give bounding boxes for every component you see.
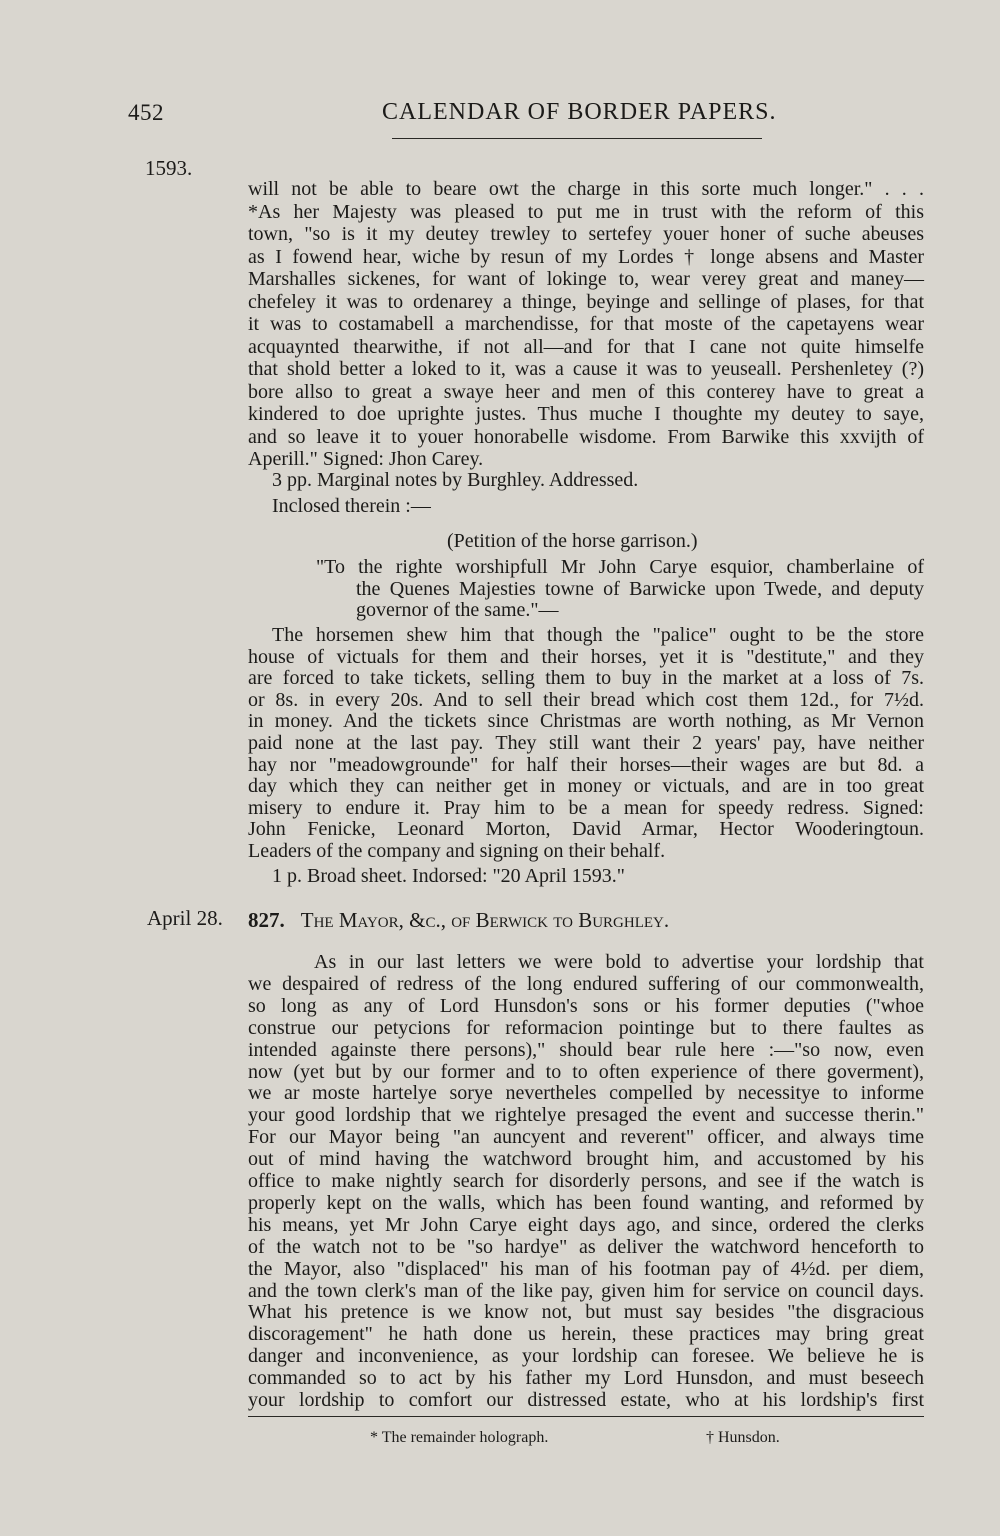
letter-line: and so leave it to youer honorabelle wisdome. From Barwike this xxvijth of bbox=[248, 425, 924, 448]
letter-line: bore allso to great a swaye heer and men of this conterey have to great a bbox=[248, 380, 924, 403]
entry-title: The Mayor, &c., of Berwick to Burghley. bbox=[300, 908, 670, 932]
petition-heading: (Petition of the horse garrison.) bbox=[447, 530, 698, 552]
entry-line: intended againste there persons)," should bear rule here :—"so now, even bbox=[248, 1038, 924, 1061]
letter-line: it was to costamabell a marchendisse, for that moste of the capetayens wear bbox=[248, 313, 924, 335]
entry-line: the Mayor, also "displaced" his man of his footman pay of 4½d. per diem, bbox=[248, 1257, 924, 1280]
letter-line: town, "so is it my deutey trewley to sertefey youer honer of suche abeuses bbox=[248, 223, 924, 245]
letter-line: that shold better a loked to it, was a cause it was to yeuseall. Pershenletey (?) bbox=[248, 358, 924, 380]
entry-line: so long as any of Lord Hunsdon's sons or his former deputies ("whoe bbox=[248, 994, 924, 1017]
letter-line: *As her Majesty was pleased to put me in trust with the reform of this bbox=[248, 200, 924, 223]
petition-line: Leaders of the company and signing on their behalf. bbox=[248, 840, 666, 862]
footnote-2: † Hunsdon. bbox=[706, 1429, 780, 1446]
entry-line: and the town clerk's man of the like pay, given him for service on council days. bbox=[248, 1279, 924, 1302]
entry-line: your good lordship that we rightelye presaged the event and successe therin." bbox=[248, 1104, 924, 1127]
letter-line: Aperill." Signed: Jhon Carey. bbox=[248, 448, 484, 470]
petition-line: are forced to take tickets, selling them to buy in the market at a loss of 7s. bbox=[248, 667, 924, 690]
petition-line: paid none at the last pay. They still want their 2 years' pay, have neither bbox=[248, 732, 924, 754]
petition-line: house of victuals for them and their horses, yet it is "destitute," and they bbox=[248, 645, 924, 668]
running-title: CALENDAR OF BORDER PAPERS. bbox=[382, 99, 777, 125]
entry-heading bbox=[248, 908, 669, 933]
entry-number: 827. bbox=[248, 908, 285, 932]
petition-line: or 8s. in every 20s. And to sell their bread which cost them 12d., for 7½d. bbox=[248, 688, 924, 711]
petition-line: day which they can neither get in money or victuals, and are in too great bbox=[248, 775, 924, 798]
petition-line: The horsemen shew him that though the "palice" ought to be the store bbox=[272, 624, 924, 646]
margin-date: April 28. bbox=[147, 906, 223, 930]
entry-line: office to make nightly search for disorderly persons, and see if the watch is bbox=[248, 1170, 924, 1192]
entry-line: properly kept on the walls, which has been found wanting, and reformed by bbox=[248, 1191, 924, 1214]
header-rule bbox=[392, 138, 762, 139]
entry-line: his means, yet Mr John Carye eight days ago, and since, ordered the clerks bbox=[248, 1213, 924, 1236]
entry-line: now (yet but by our former and to to often experience of there goverment), bbox=[248, 1060, 924, 1083]
entry-line: danger and inconvenience, as your lordship can foresee. We believe he is bbox=[248, 1345, 924, 1368]
entry-line: What his pretence is we know not, but must say besides "the disgracious bbox=[248, 1301, 924, 1324]
margin-year: 1593. bbox=[145, 156, 193, 180]
letter-line: as I fowend hear, wiche by resun of my Lordes † longe absens and Master bbox=[248, 245, 924, 268]
entry-line: of the watch not to be "so hardye" as deliver the watchword henceforth to bbox=[248, 1235, 924, 1258]
letter-line: Marshalles sickenes, for want of lokinge to, wear verey great and maney— bbox=[248, 268, 924, 290]
entry-line: For our Mayor being "an auncyent and reverent" officer, and always time bbox=[248, 1126, 924, 1149]
petition-line: John Fenicke, Leonard Morton, David Armar, Hector Wooderingtoun. bbox=[248, 818, 924, 841]
letter-line: chefeley it was to ordenarey a thinge, beyinge and sellinge of plases, for that bbox=[248, 290, 924, 313]
inclosed-label: Inclosed therein :— bbox=[272, 495, 431, 517]
address-line: the Quenes Majesties towne of Barwicke upon Twede, and deputy bbox=[356, 577, 924, 600]
entry-line: commanded so to act by his father my Lord Hunsdon, and must beseech bbox=[248, 1367, 924, 1390]
footnote-1: * The remainder holograph. bbox=[370, 1429, 549, 1446]
entry-line: we ar moste hartelye sorye nevertheles compelled by necessitye to informe bbox=[248, 1082, 924, 1105]
letter-line: kindered to doe uprighte justes. Thus muche I thoughte my deutey to saye, bbox=[248, 403, 924, 425]
address-line: "To the righte worshipfull Mr John Carye esquior, chamberlaine of bbox=[316, 556, 924, 578]
entry-line: construe our petycions for reformacion pointinge but to there faultes as bbox=[248, 1016, 924, 1039]
petition-line: hay nor "meadowgrounde" for half their horses—their wages are but 8d. a bbox=[248, 753, 924, 776]
entry-line: discoragement" he hath done us herein, these practices may bring great bbox=[248, 1323, 924, 1346]
entry-line: your lordship to comfort our distressed estate, who at his lordship's first bbox=[248, 1389, 924, 1411]
letter-line: acquaynted thearwithe, if not all—and for that I cane not quite himselfe bbox=[248, 335, 924, 358]
entry-line: As in our last letters we were bold to advertise your lordship that bbox=[314, 951, 924, 973]
address-line: governor of the same."— bbox=[356, 599, 559, 621]
entry-line: out of mind having the watchword brought him, and accustomed by his bbox=[248, 1148, 924, 1171]
petition-note: 1 p. Broad sheet. Indorsed: "20 April 1593." bbox=[272, 865, 625, 887]
letter-line: will not be able to beare owt the charge in this sorte much longer." . . . bbox=[248, 178, 924, 200]
footnote-rule bbox=[248, 1416, 924, 1417]
petition-line: in money. And the tickets since Christmas are worth nothing, as Mr Vernon bbox=[248, 710, 924, 733]
page-number: 452 bbox=[128, 100, 164, 125]
petition-line: misery to endure it. Pray him to be a mean for speedy redress. Signed: bbox=[248, 796, 924, 819]
letter-note: 3 pp. Marginal notes by Burghley. Addressed. bbox=[272, 469, 639, 491]
entry-line: we despaired of redress of the long endured suffering of our commonwealth, bbox=[248, 972, 924, 995]
